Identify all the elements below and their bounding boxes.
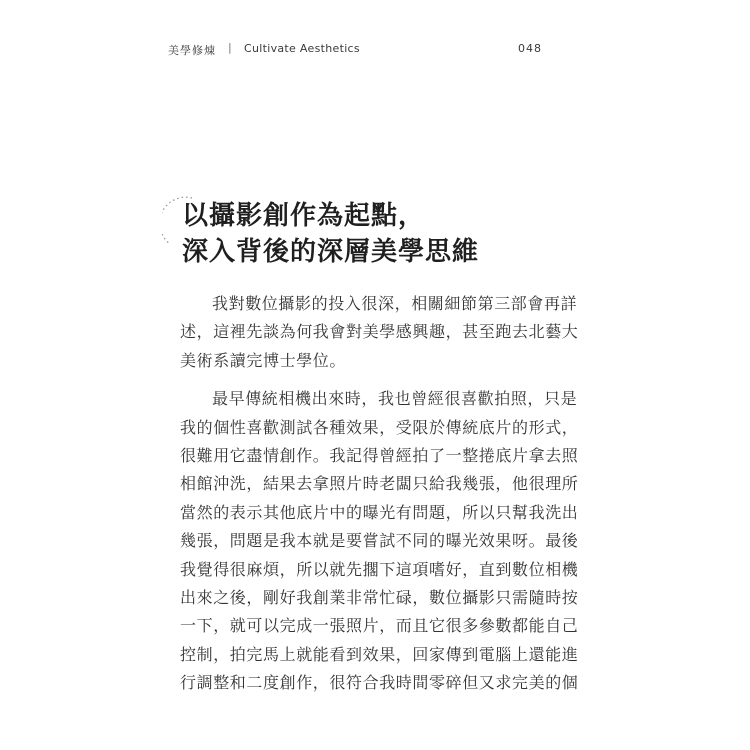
paragraph-2-line: 行調整和二度創作，很符合我時間零碎但又求完美的個 <box>180 673 579 693</box>
book-subtitle: Cultivate Aesthetics <box>244 42 360 55</box>
paragraph-2-line: 一下，就可以完成一張照片，而且它很多參數都能自己 <box>180 616 579 636</box>
paragraph-1-line: 我對數位攝影的投入很深，相關細節第三部會再詳 <box>212 294 578 313</box>
paragraph-1-line: 述，這裡先談為何我會對美學感興趣，甚至跑去北藝大 <box>180 322 579 342</box>
book-title: 美學修煉 <box>168 44 216 57</box>
running-header <box>168 38 542 58</box>
paragraph-2-line: 最早傳統相機出來時，我也曾經很喜歡拍照，只是 <box>212 389 578 409</box>
body-text <box>180 290 579 697</box>
paragraph-2-line: 出來之後，剛好我創業非常忙碌，數位攝影只需隨時按 <box>180 587 579 607</box>
paragraph-2-line: 我覺得很麻煩，所以就先擱下這項嗜好，直到數位相機 <box>180 559 579 579</box>
header-separator: | <box>228 41 232 54</box>
paragraph-2-line: 我的個性喜歡測試各種效果，受限於傳統底片的形式， <box>180 417 579 437</box>
paragraph-2-line: 當然的表示其他底片中的曝光有問題，所以只幫我洗出 <box>180 502 579 522</box>
section-heading <box>182 198 479 270</box>
paragraph-2-line: 很難用它盡情創作。我記得曾經拍了一整捲底片拿去照 <box>180 445 579 465</box>
paragraph-2-line: 幾張，問題是我本就是要嘗試不同的曝光效果呀。最後 <box>180 531 579 551</box>
heading-line-2: 深入背後的深層美學思維 <box>182 237 480 267</box>
paragraph-2-line: 控制，拍完馬上就能看到效果，回家傳到電腦上還能進 <box>180 644 579 664</box>
paragraph-1-line: 美術系讀完博士學位。 <box>180 350 347 370</box>
page-number: 048 <box>518 42 542 55</box>
paragraph-2-line: 相館沖洗，結果去拿照片時老闆只給我幾張，他很理所 <box>180 474 579 494</box>
heading-line-1: 以攝影創作為起點， <box>182 201 426 231</box>
